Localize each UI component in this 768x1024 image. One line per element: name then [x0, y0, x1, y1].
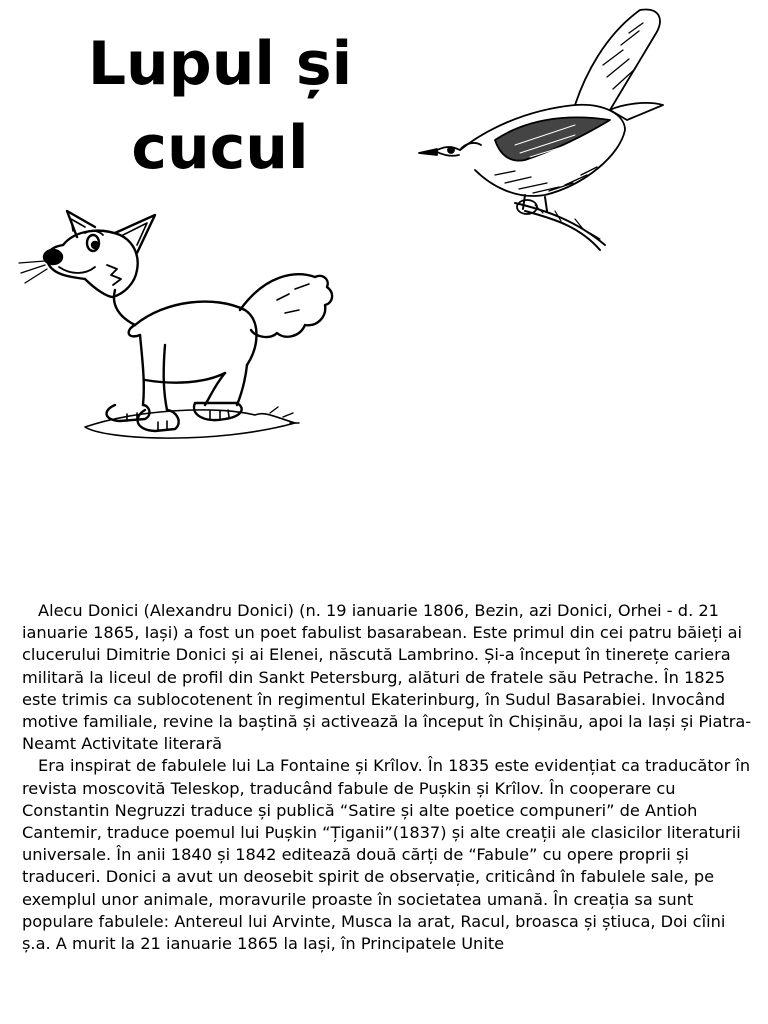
cuckoo-bird-illustration [415, 5, 670, 255]
wolf-illustration [15, 205, 345, 450]
article-body [22, 600, 752, 955]
page-title [40, 22, 400, 190]
title-line-2: cucul [131, 113, 309, 183]
paragraph-biography: Alecu Donici (Alexandru Donici) (n. 19 ianuarie 1806, Bezin, azi Donici, Orhei - d. 21 ianuarie 1865, Iași) a fost un poet fabulist basarabean. Este primul din cei patru băieți ai clucerului Dimitrie Donici și ai Elenei, născută Lambrino. Și-a început în tinerețe cariera militară la liceul de profil din Sankt Petersburg, alături de fratele său Petrache. În 1825 este trimis ca sublocotenent în regimentul Ekaterinburg, în Sudul Basarabiei. Invocând motive familiale, revine la baștină și activează la început în Chișinău, apoi la Iași și Piatra-Neamt Activitate literară [22, 601, 752, 754]
title-line-1: Lupul și [87, 29, 353, 99]
paragraph-literary-activity: Era inspirat de fabulele lui La Fontaine și Krîlov. În 1835 este evidențiat ca traducător în revista moscovită Teleskop, traducând fabule de Pușkin și Krîlov. În cooperare cu Constantin Negruzzi traduce și publică “Satire și alte poetice compuneri” de Antioh Cantemir, traduce poemul lui Pușkin “Țiganii”(1837) și alte creații ale clasicilor literaturii universale. În anii 1840 și 1842 editează două cărți de “Fabule” cu opere proprii și traduceri. Donici a avut un deosebit spirit de observație, criticând în fabulele sale, pe exemplul unor animale, moravurile proaste în societatea umană. În creația sa sunt populare fabulele: Antereul lui Arvinte, Musca la arat, Racul, broasca și știuca, Doi cîini ș.a. A murit la 21 ianuarie 1865 la Iași, în Principatele Unite [22, 756, 751, 954]
